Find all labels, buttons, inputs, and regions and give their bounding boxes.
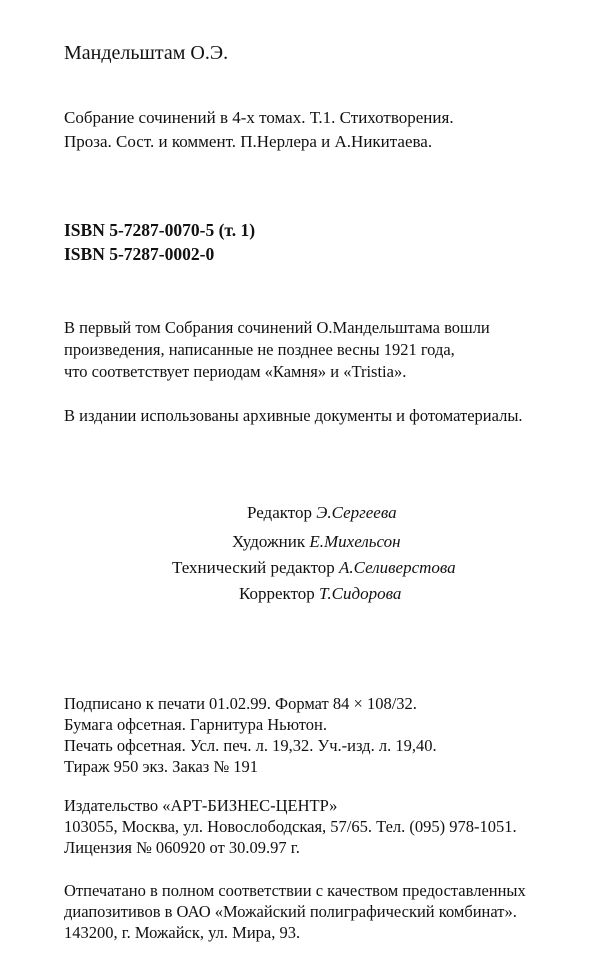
imprint bbox=[64, 693, 437, 777]
publisher-line: Лицензия № 060920 от 30.09.97 г. bbox=[64, 838, 300, 857]
credit-role: Корректор bbox=[239, 584, 315, 603]
imprint-line: Бумага офсетная. Гарнитура Ньютон. bbox=[64, 715, 328, 734]
credit-person: Т.Сидорова bbox=[319, 584, 402, 603]
publisher-line: Издательство «АРТ-БИЗНЕС-ЦЕНТР» bbox=[64, 796, 338, 815]
credit-role: Художник bbox=[232, 532, 306, 551]
credit-person: А.Селиверстова bbox=[339, 558, 456, 577]
credit-role: Технический редактор bbox=[172, 558, 335, 577]
author-name: Мандельштам О.Э. bbox=[64, 42, 229, 64]
credit-proofreader bbox=[239, 582, 401, 606]
isbn-set: ISBN 5-7287-0002-0 bbox=[64, 244, 215, 264]
imprint-line: Печать офсетная. Усл. печ. л. 19,32. Уч.-изд. л. 19,40. bbox=[64, 736, 437, 755]
isbn-volume: ISBN 5-7287-0070-5 (т. 1) bbox=[64, 220, 256, 240]
collection-line: Собрание сочинений в 4-х томах. Т.1. Стихотворения. bbox=[64, 108, 454, 127]
printer-line: 143200, г. Можайск, ул. Мира, 93. bbox=[64, 923, 301, 942]
printer-line: диапозитивов в ОАО «Можайский полиграфический комбинат». bbox=[64, 902, 517, 921]
archive-note-text: В издании использованы архивные документы и фотоматериалы. bbox=[64, 406, 523, 425]
imprint-line: Тираж 950 экз. Заказ № 191 bbox=[64, 757, 259, 776]
credit-artist bbox=[232, 530, 401, 554]
printer-line: Отпечатано в полном соответствии с качеством предоставленных bbox=[64, 881, 526, 900]
credit-person: Е.Михельсон bbox=[309, 532, 401, 551]
credit-technical-editor bbox=[172, 556, 456, 580]
credit-person: Э.Сергеева bbox=[316, 503, 397, 522]
annotation-line: В первый том Собрания сочинений О.Мандельштама вошли bbox=[64, 318, 490, 337]
annotation-line: что соответствует периодам «Камня» и «Tristia». bbox=[64, 362, 407, 381]
isbn-block bbox=[64, 218, 255, 266]
printer-info bbox=[64, 880, 526, 943]
annotation bbox=[64, 317, 490, 383]
credit-editor bbox=[247, 501, 397, 525]
publisher-info bbox=[64, 795, 517, 858]
imprint-line: Подписано к печати 01.02.99. Формат 84 × 108/32. bbox=[64, 694, 417, 713]
annotation-line: произведения, написанные не позднее весны 1921 года, bbox=[64, 340, 455, 359]
credit-role: Редактор bbox=[247, 503, 312, 522]
collection-title bbox=[64, 106, 454, 154]
publisher-line: 103055, Москва, ул. Новослободская, 57/65. Тел. (095) 978-1051. bbox=[64, 817, 517, 836]
archive-note bbox=[64, 405, 523, 426]
collection-line: Проза. Сост. и коммент. П.Нерлера и А.Никитаева. bbox=[64, 132, 433, 151]
